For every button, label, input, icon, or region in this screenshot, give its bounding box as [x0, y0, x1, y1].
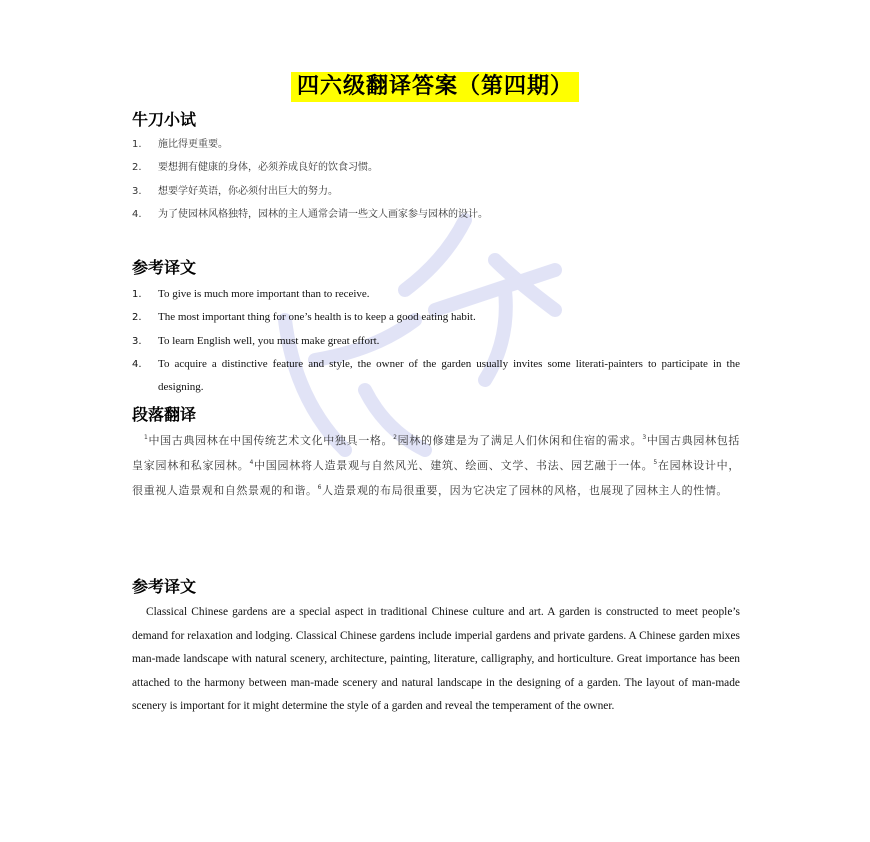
item-number: 2. — [132, 312, 142, 324]
paragraph-english: Classical Chinese gardens are a special aspect in traditional Chinese culture and art. A garden is constructed to meet people’s demand for relaxation and lodging. Classical Chinese gardens include imperial gardens and private gardens. A Chinese garden mixes man-made landscape with natural scenery, architecture, painting, literature, calligraphy, and horticulture. Great importance has been attached to the harmony between man-made scenery and natural landscape in the designing of a garden. The layout of man-made scenery is important for it might determine the style of a garden and reveal the temperament of the owner. — [132, 606, 740, 712]
item-number: 1. — [132, 139, 142, 150]
watermark-stroke — [405, 220, 465, 290]
item-number: 4. — [132, 208, 142, 220]
item-text: 想要学好英语，你必须付出巨大的努力。 — [158, 185, 338, 197]
item-text: The most important thing for one’s health is to keep a good eating habit. — [158, 311, 476, 324]
sentence-text: 在园林设计中，很重视人造景观和自然景观的和谐。 — [132, 459, 740, 498]
sentence-text: 人造景观的布局很重要，因为它决定了园林的风格，也展现了园林主人的性情。 — [322, 484, 729, 498]
section-heading-paragraph: 段落翻译 — [132, 405, 197, 424]
item-text: 为了使园林风格独特，园林的主人通常会请一些文人画家参与园林的设计。 — [158, 208, 488, 220]
practice-list — [132, 133, 740, 226]
item-text: To acquire a distinctive feature and style, the owner of the garden usually invites some literati-painters to participate in the designing. — [158, 357, 740, 394]
sentence-number: 6 — [317, 484, 323, 492]
sentence-text: 中国园林将人造景观与自然风光、建筑、绘画、文学、书法、园艺融于一体。 — [253, 459, 654, 473]
section-heading-practice: 牛刀小试 — [132, 110, 197, 129]
list-item — [132, 133, 740, 156]
item-number: 3. — [132, 185, 142, 197]
list-item — [132, 156, 740, 179]
sentence-text: 中国古典园林在中国传统艺术文化中独具一格。 — [148, 434, 394, 447]
item-text: 施比得更重要。 — [158, 139, 228, 150]
sentence-text: 中国古典园林包括皇家园林和私家园林。 — [132, 434, 740, 473]
item-number: 4. — [132, 358, 142, 370]
sentence-number: 1 — [144, 434, 149, 441]
sentence-text: 园林的修建是为了满足人们休闲和住宿的需求。 — [397, 434, 643, 447]
title-container — [0, 72, 870, 102]
item-text: To give is much more important than to receive. — [158, 288, 370, 300]
list-item — [132, 203, 740, 226]
sentence-number: 3 — [642, 434, 647, 441]
section-heading-paragraph-answer: 参考译文 — [132, 577, 197, 596]
sentence-number: 4 — [249, 459, 254, 467]
item-text: To learn English well, you must make great effort. — [158, 334, 380, 347]
list-item — [132, 180, 740, 203]
list-item — [132, 330, 740, 353]
item-number: 3. — [132, 335, 142, 347]
sentence-number: 2 — [393, 434, 398, 441]
practice-answers-list — [132, 283, 740, 399]
item-text: 要想拥有健康的身体，必须养成良好的饮食习惯。 — [158, 162, 378, 174]
item-number: 2. — [132, 162, 142, 174]
list-item — [132, 353, 740, 400]
item-number: 1. — [132, 289, 142, 300]
list-item — [132, 306, 740, 329]
section-heading-practice-answers: 参考译文 — [132, 258, 197, 277]
page-title: 四六级翻译答案（第四期） — [291, 72, 579, 102]
sentence-number: 5 — [653, 459, 658, 467]
list-item — [132, 283, 740, 306]
paragraph-chinese — [132, 428, 740, 504]
